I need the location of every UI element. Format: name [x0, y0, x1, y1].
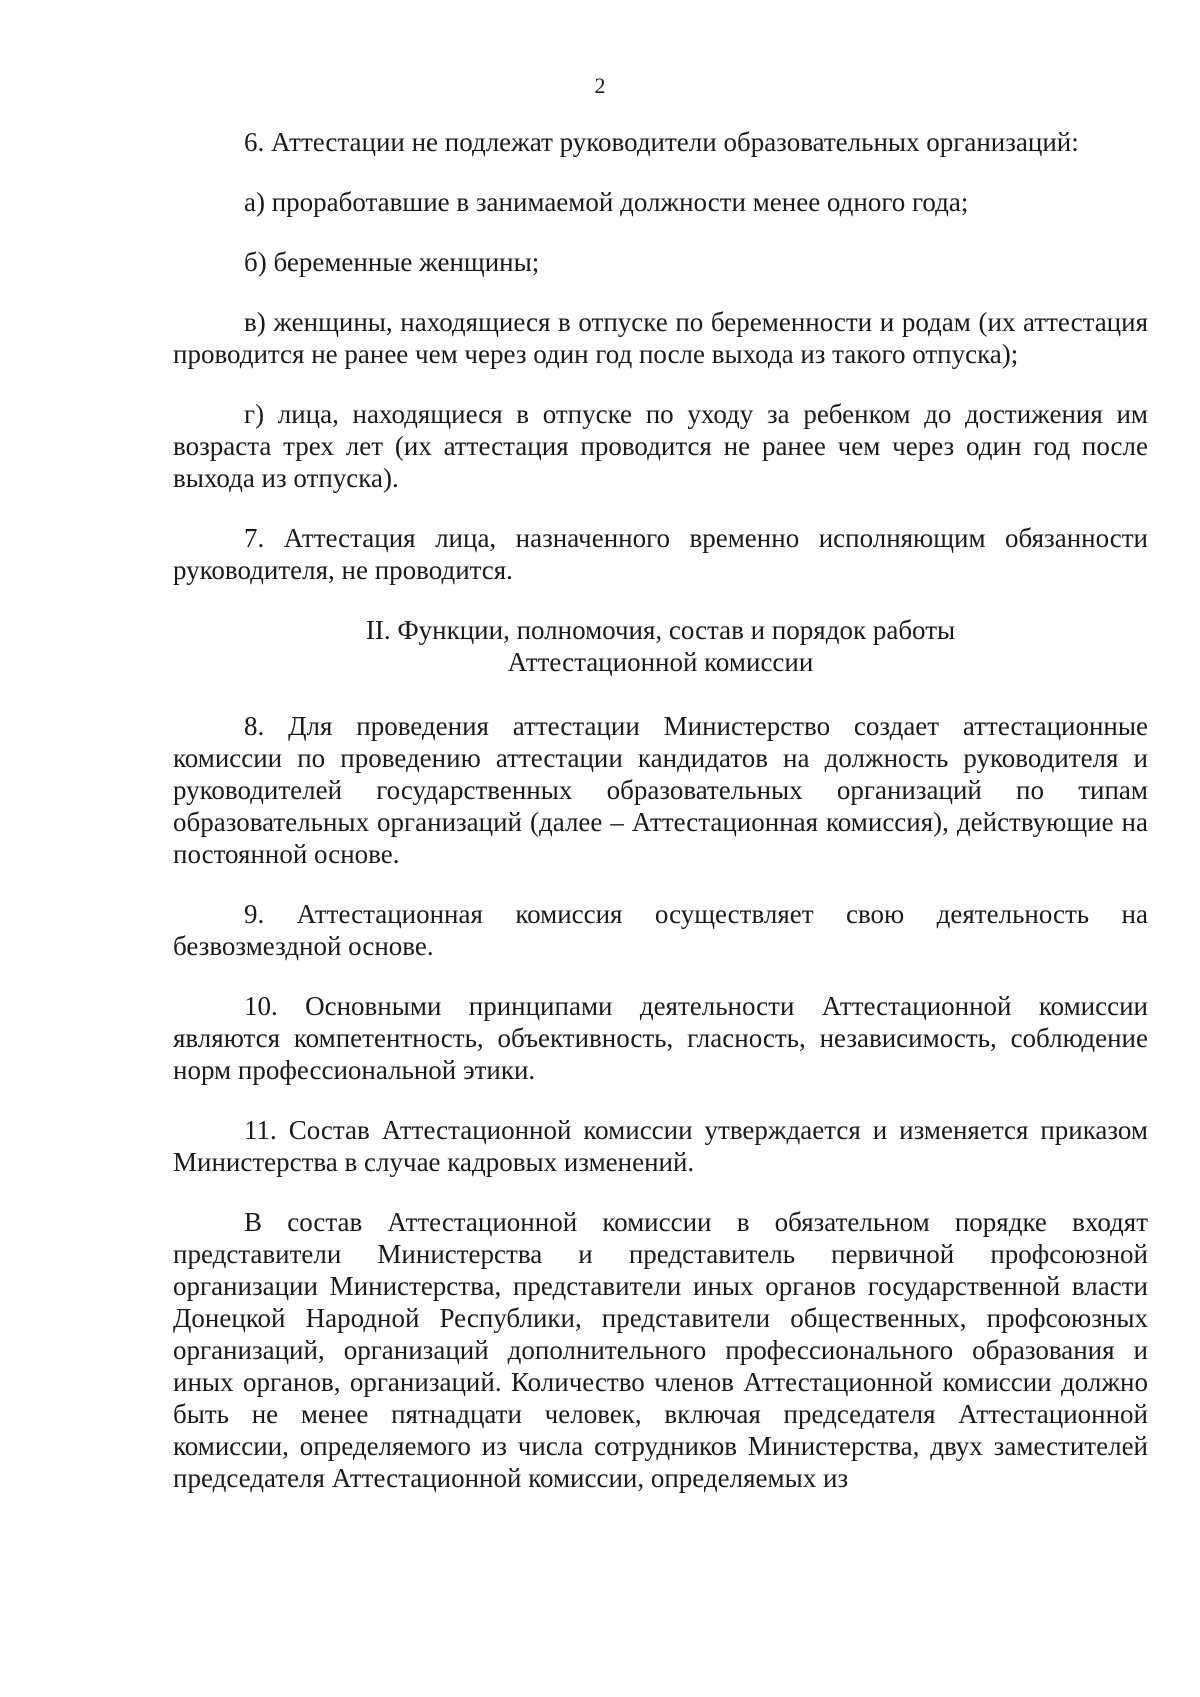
paragraph-11-composition: В состав Аттестационной комиссии в обязательном порядке входят представители Министерства и представитель первичной профсоюзной организации Министерства, представители иных органов государственной власти Донецкой Народной Республики, представители общественных, профсоюзных организаций, организаций дополнительного профессионального образования и иных органов, организаций. Количество членов Аттестационной комиссии должно быть не менее пятнадцати человек, включая председателя Аттестационной комиссии, определяемого из числа сотрудников Министерства, двух заместителей председателя Аттестационной комиссии, определяемых из [173, 1207, 1148, 1493]
paragraph-6a: а) проработавшие в занимаемой должности менее одного года; [244, 187, 969, 217]
document-body [173, 126, 1148, 1522]
paragraph-6g: г) лица, находящиеся в отпуске по уходу за ребенком до достижения им возраста трех лет (их аттестация проводится не ранее чем через один год после выхода из отпуска). [173, 399, 1148, 493]
page-number: 2 [594, 73, 606, 98]
paragraph-7: 7. Аттестация лица, назначенного временно исполняющим обязанности руководителя, не проводится. [173, 523, 1148, 585]
paragraph-6v: в) женщины, находящиеся в отпуске по беременности и родам (их аттестация проводится не ранее чем через один год после выхода из такого отпуска); [173, 307, 1148, 369]
section-heading [173, 614, 1148, 678]
paragraph-11: 11. Состав Аттестационной комиссии утверждается и изменяется приказом Министерства в случае кадровых изменений. [173, 1115, 1148, 1177]
paragraph-6: 6. Аттестации не подлежат руководители образовательных организаций: [244, 127, 1079, 157]
paragraph-10: 10. Основными принципами деятельности Аттестационной комиссии являются компетентность, объективность, гласность, независимость, соблюдение норм профессиональной этики. [173, 991, 1148, 1085]
paragraph-8: 8. Для проведения аттестации Министерство создает аттестационные комиссии по проведению аттестации кандидатов на должность руководителя и руководителей государственных образовательных организаций по типам образовательных организаций (далее – Аттестационная комиссия), действующие на постоянной основе. [173, 711, 1148, 869]
paragraph-9: 9. Аттестационная комиссия осуществляет свою деятельность на безвозмездной основе. [173, 899, 1148, 961]
section-heading-line-1: II. Функции, полномочия, состав и порядок работы [365, 615, 956, 645]
section-heading-line-2: Аттестационной комиссии [507, 647, 814, 677]
paragraph-6b: б) беременные женщины; [244, 247, 540, 277]
